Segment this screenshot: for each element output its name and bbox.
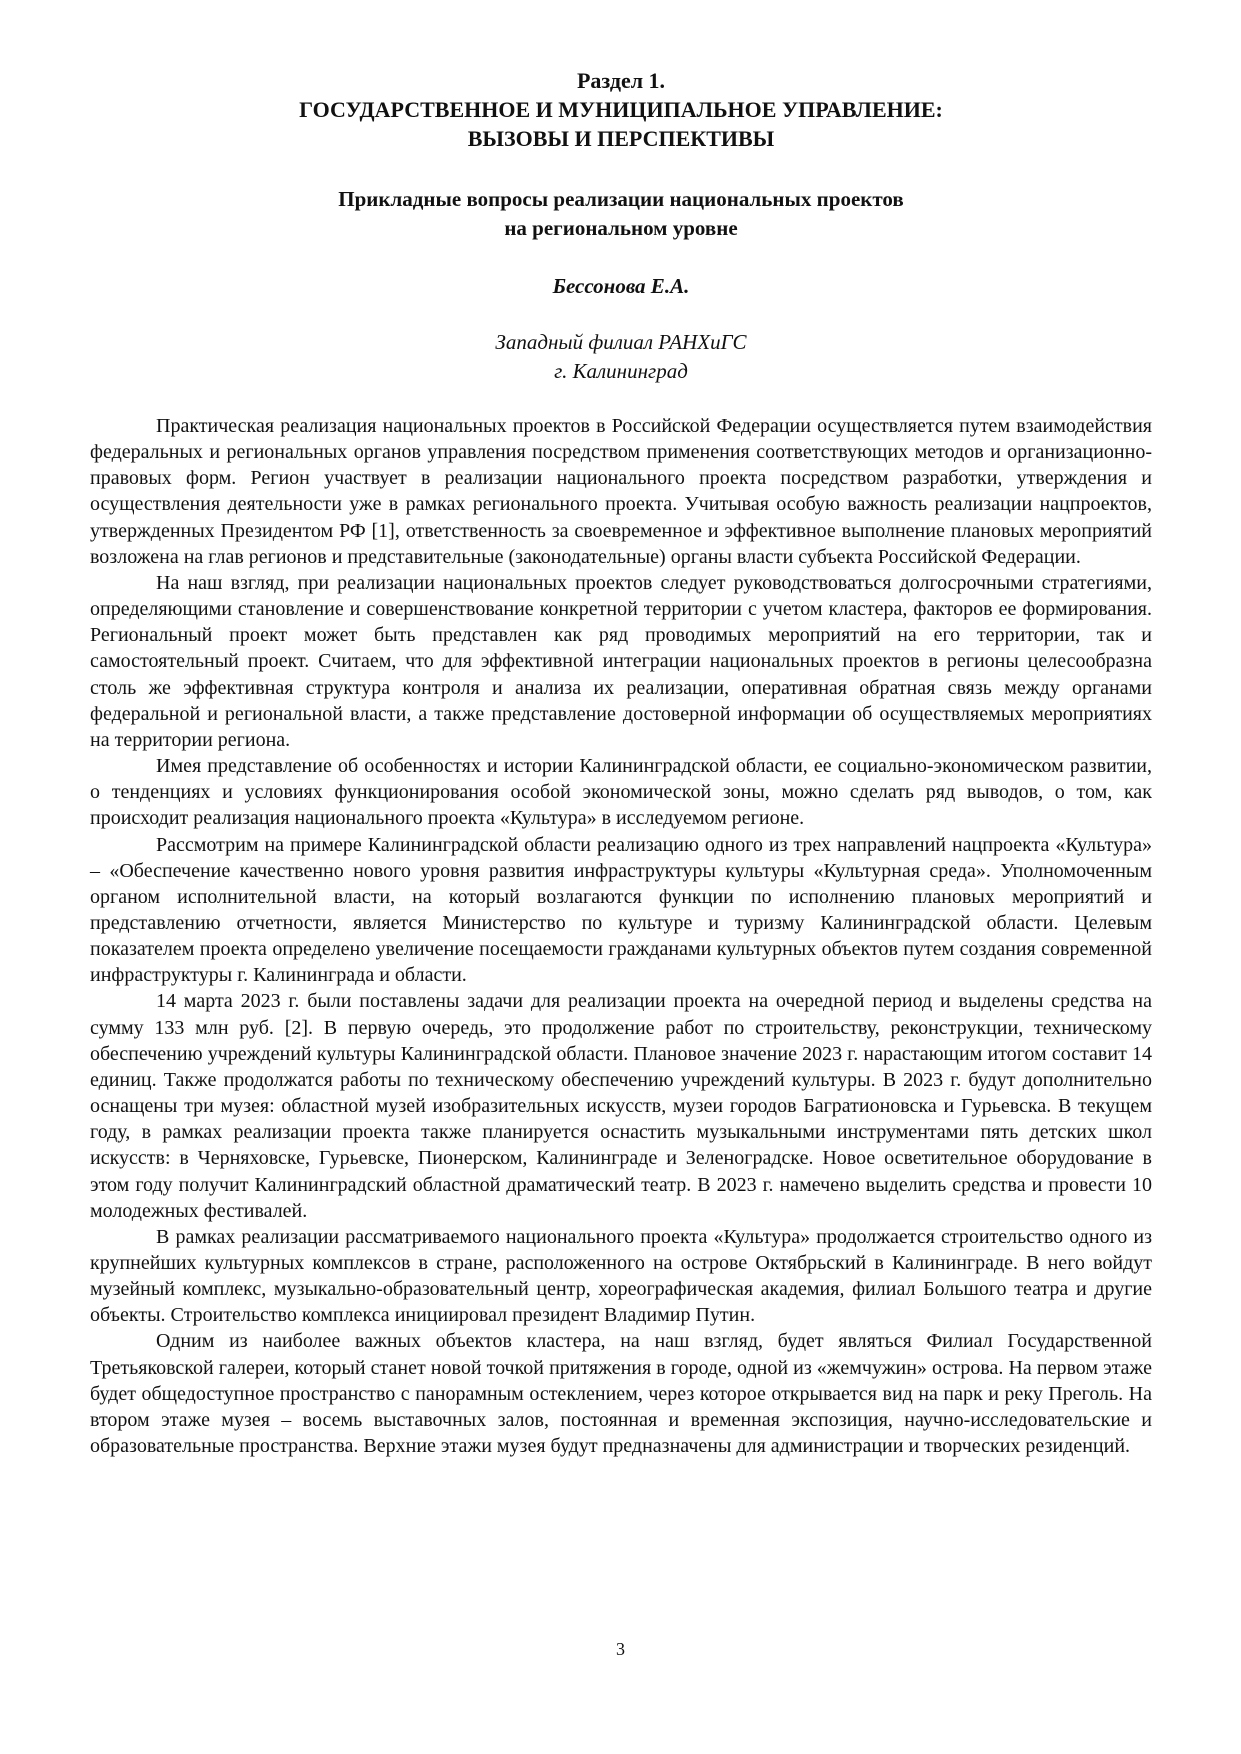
paragraph: Имея представление об особенностях и истории Калининградской области, ее социально-экономическом развитии, о тенденциях и условиях функционирования особой экономической зоны, можно сделать ряд выводов, о том, как происходит реализация национального проекта «Культура» в исследуемом регионе. [90, 755, 1152, 830]
section-title-line-2: ВЫЗОВЫ И ПЕРСПЕКТИВЫ [467, 126, 775, 151]
article-title-line-1: Прикладные вопросы реализации национальных проектов [338, 187, 904, 211]
section-title-line-1: ГОСУДАРСТВЕННОЕ И МУНИЦИПАЛЬНОЕ УПРАВЛЕНИЕ: [299, 97, 943, 122]
article-title [90, 185, 1152, 243]
page-number: 3 [616, 1639, 625, 1659]
section-heading [90, 66, 1152, 153]
paragraph: На наш взгляд, при реализации национальных проектов следует руководствоваться долгосрочными стратегиями, определяющими становление и совершенствование конкретной территории с учетом кластера, факторов ее формирования. Региональный проект может быть представлен как ряд проводимых мероприятий на его территории, так и самостоятельный проект. Считаем, что для эффективной интеграции национальных проектов в регионы целесообразна столь же эффективная структура контроля и анализа их реализации, оперативная обратная связь между органами федеральной и региональной власти, а также представление достоверной информации об осуществляемых мероприятиях на территории региона. [90, 571, 1152, 751]
article-body [90, 413, 1152, 1459]
article-title-line-2: на региональном уровне [504, 216, 738, 240]
affiliation: Западный филиал РАНХиГС [495, 330, 747, 354]
affiliation-city: г. Калининград [554, 359, 688, 383]
page-content [90, 66, 1152, 1459]
paragraph: Одним из наиболее важных объектов кластера, на наш взгляд, будет являться Филиал Государственной Третьяковской галереи, который станет новой точкой притяжения в городе, одной из «жемчужин» острова. На первом этаже будет общедоступное пространство с панорамным остеклением, через которое открывается вид на парк и реку Преголь. На втором этаже музея – восемь выставочных залов, постоянная и временная экспозиция, научно-исследовательские и образовательные пространства. Верхние этажи музея будут предназначены для администрации и творческих резиденций. [90, 1330, 1152, 1458]
paragraph: 14 марта 2023 г. были поставлены задачи для реализации проекта на очередной период и выделены средства на сумму 133 млн руб. [2]. В первую очередь, это продолжение работ по строительству, реконструкции, техническому обеспечению учреждений культуры Калининградской области. Плановое значение 2023 г. нарастающим итогом составит 14 единиц. Также продолжатся работы по техническому обеспечению учреждений культуры. В 2023 г. будут дополнительно оснащены три музея: областной музей изобразительных искусств, музеи городов Багратионовска и Гурьевска. В текущем году, в рамках реализации проекта также планируется оснастить музыкальными инструментами пять детских школ искусств: в Черняховске, Гурьевске, Пионерском, Калининграде и Зеленоградске. Новое осветительное оборудование в этом году получит Калининградский областной драматический театр. В 2023 г. намечено выделить средства и провести 10 молодежных фестивалей. [90, 990, 1152, 1222]
section-number: Раздел 1. [576, 68, 666, 93]
affiliation-block [90, 328, 1152, 386]
author-name: Бессонова Е.А. [552, 274, 690, 298]
paragraph: Рассмотрим на примере Калининградской области реализацию одного из трех направлений нацпроекта «Культура» – «Обеспечение качественно нового уровня развития инфраструктуры культуры «Культурная среда». Уполномоченным органом исполнительной власти, на который возлагаются функции по исполнению плановых мероприятий и представлению отчетности, является Министерство по культуре и туризму Калининградской области. Целевым показателем проекта определено увеличение посещаемости гражданами культурных объектов путем создания современной инфраструктуры г. Калининграда и области. [90, 833, 1152, 987]
paragraph: Практическая реализация национальных проектов в Российской Федерации осуществляется путем взаимодействия федеральных и региональных органов управления посредством применения соответствующих методов и организационно-правовых форм. Регион участвует в реализации национального проекта посредством разработки, утверждения и осуществления деятельности уже в рамках регионального проекта. Учитывая особую важность реализации нацпроектов, утвержденных Президентом РФ [1], ответственность за своевременное и эффективное выполнение плановых мероприятий возложена на глав регионов и представительные (законодательные) органы власти субъекта Российской Федерации. [90, 415, 1152, 568]
paragraph: В рамках реализации рассматриваемого национального проекта «Культура» продолжается строительство одного из крупнейших культурных комплексов в стране, расположенного на острове Октябрьский в Калининграде. В него войдут музейный комплекс, музыкально-образовательный центр, хореографическая академия, филиал Большого театра и другие объекты. Строительство комплекса инициировал президент Владимир Путин. [90, 1225, 1152, 1327]
